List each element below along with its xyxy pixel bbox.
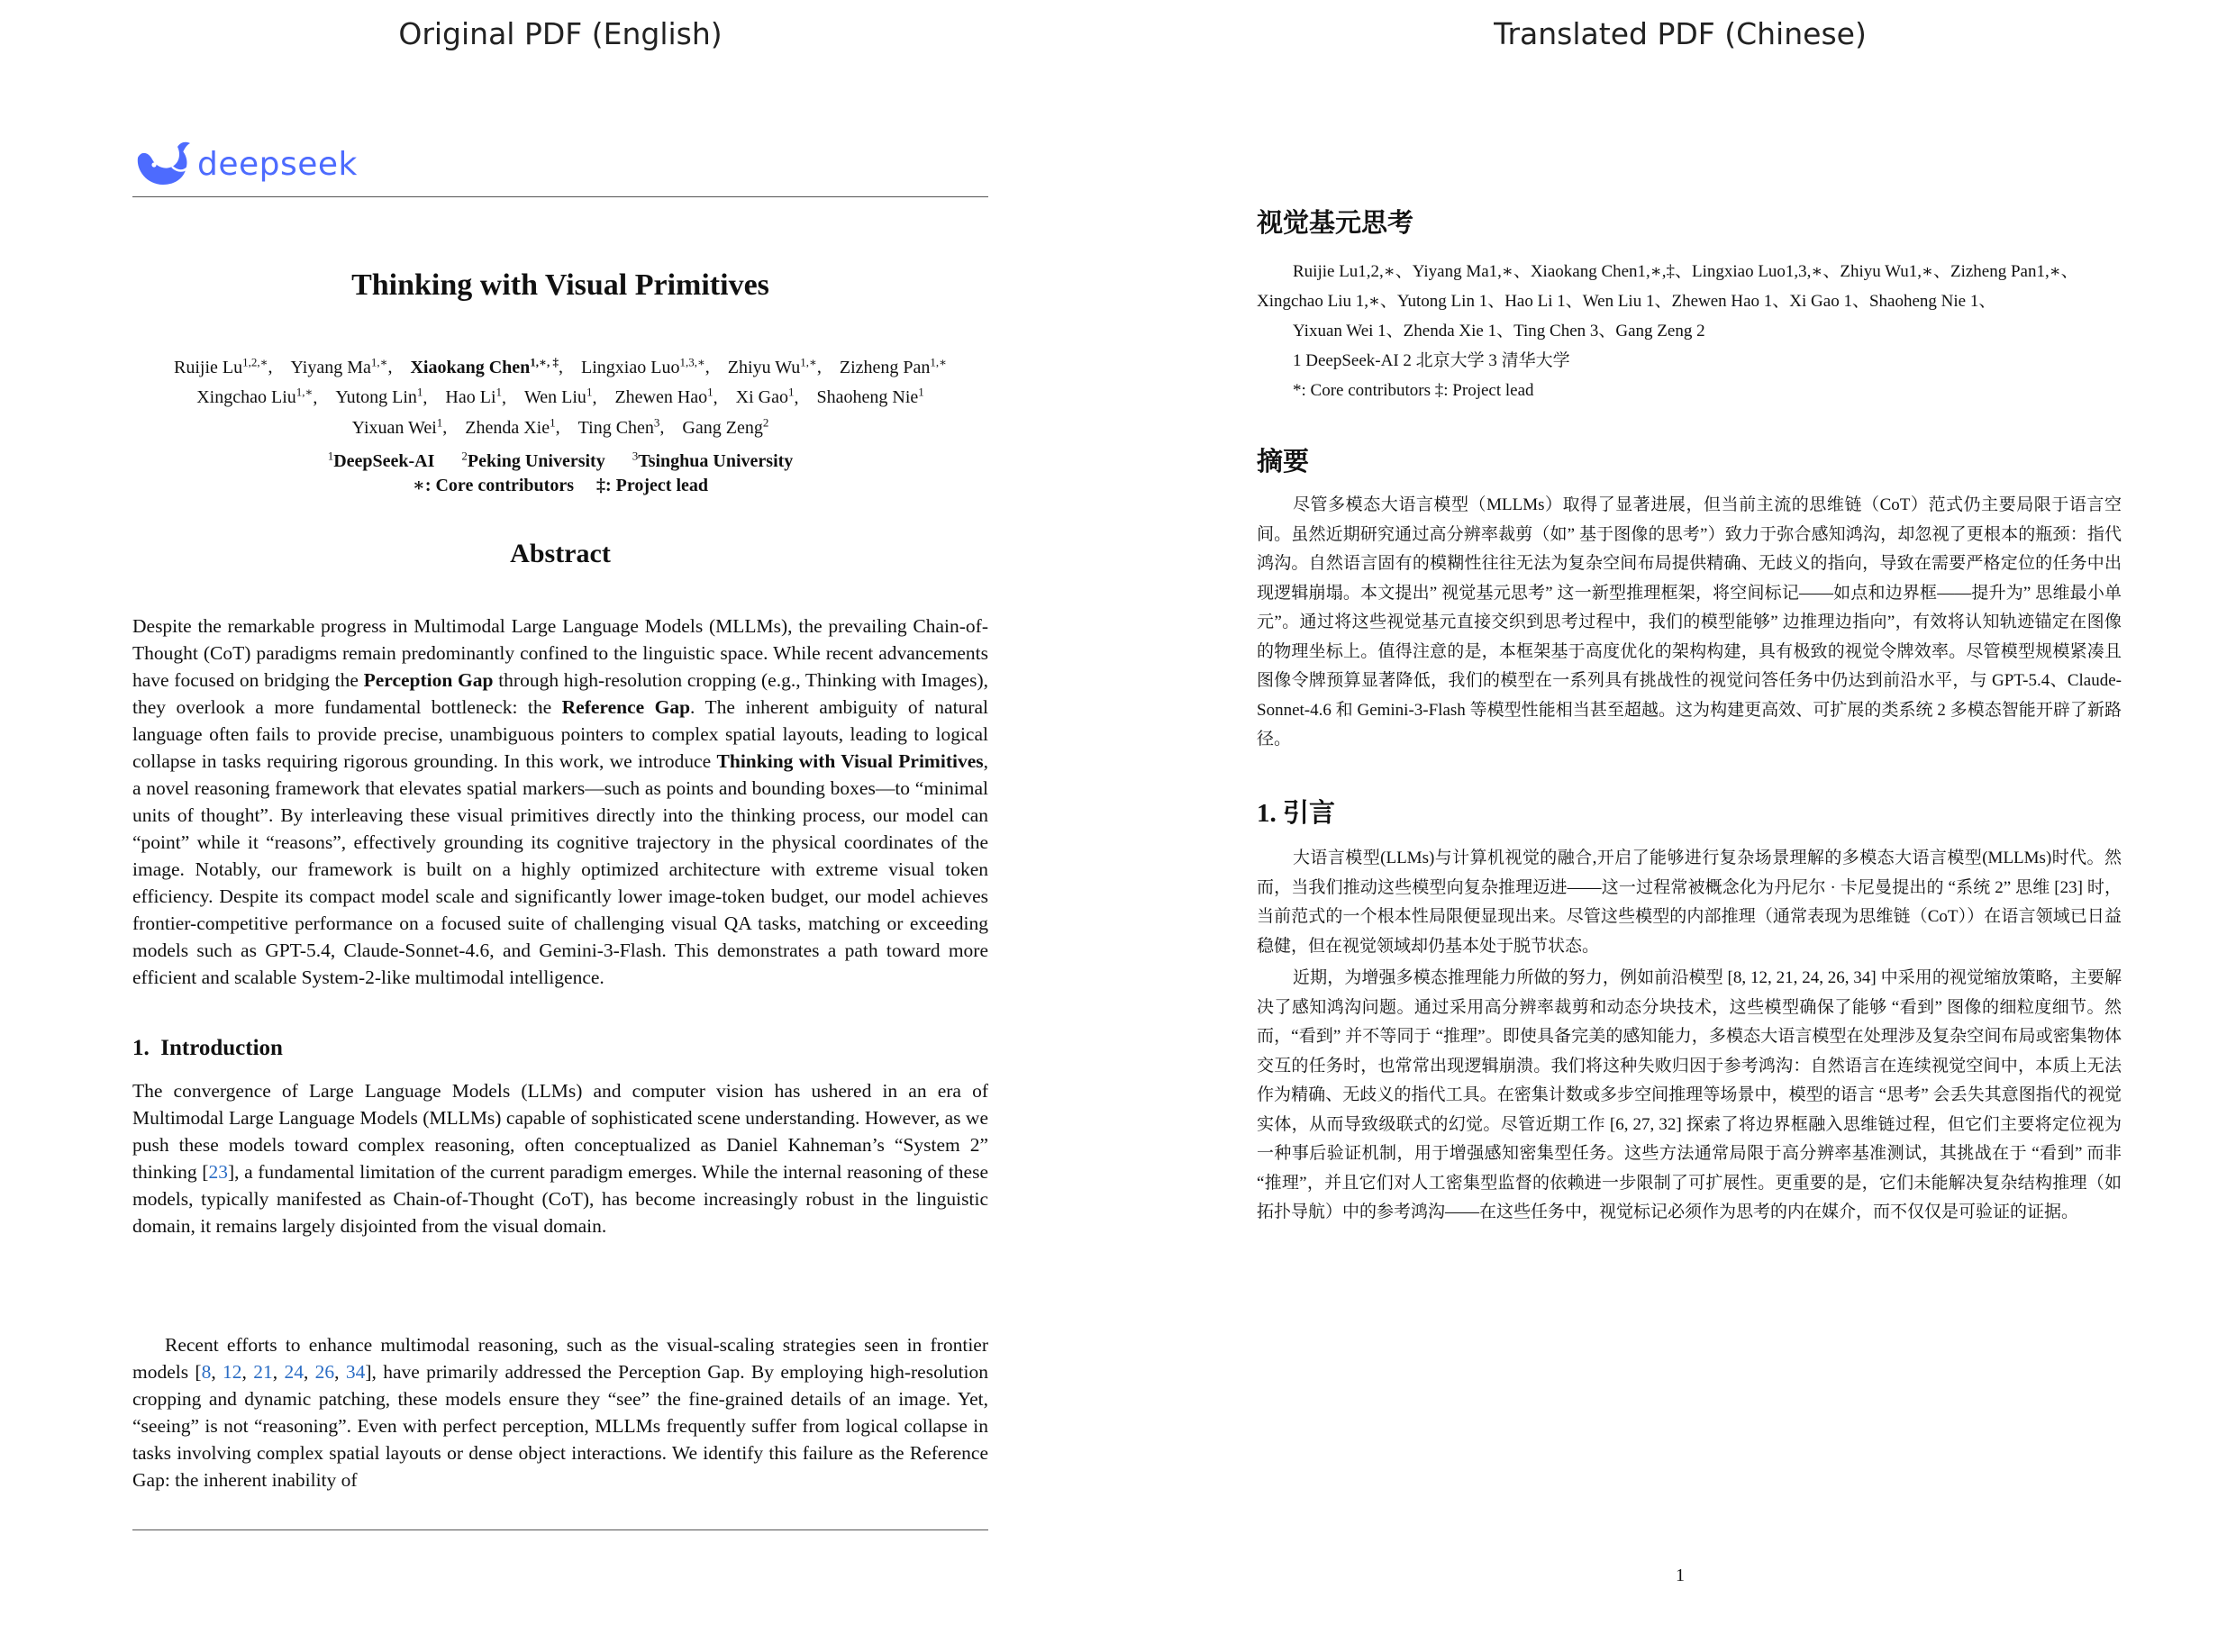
whale-icon <box>132 140 192 188</box>
bold-term: Perception Gap <box>363 669 494 691</box>
footer-rule <box>132 1529 988 1530</box>
author-name: Zhenda Xie$^1$ <box>465 415 556 438</box>
author-line: Yixuan Wei$^1$, Zhenda Xie$^1$, Ting Chen$^3$, Gang Zeng$^2$ <box>351 415 769 438</box>
author-name: Zizheng Pan$^{1,∗}$ <box>839 355 948 377</box>
citation-link[interactable]: 12 <box>223 1361 242 1383</box>
author-name: Wen Liu$^1$ <box>524 385 593 408</box>
abstract-heading: Abstract <box>510 539 611 568</box>
author-line: Xingchao Liu 1,∗、Yutong Lin 1、Hao Li 1、Wen Liu 1、Zhewen Hao 1、Xi Gao 1、Shaoheng Nie 1、 <box>1257 292 1996 311</box>
intro-paragraph-2: Recent efforts to enhance multimodal reasoning, such as the visual-scaling strategies seen in frontier models [8, 12, 21, 24, 26, 34], have primarily addressed the Perception Gap. By employing high-resolution cropping and dynamic patching, these models ensure they “see” the fine-grained details of an image. Yet, “seeing” is not “reasoning”. Even with perfect perception, MLLMs frequently suffer from logical collapse in tasks involving complex spatial layouts or dense object interactions. We identify this failure as the Reference Gap: the inherent inability of <box>132 1334 989 1491</box>
affiliation-line <box>132 443 988 474</box>
author-name: Shaoheng Nie$^1$ <box>816 385 924 408</box>
author-name: Ting Chen$^3$ <box>577 415 660 438</box>
author-name: Yiyang $Ma^{1,∗}$ <box>290 355 388 377</box>
translated-abstract-heading: 摘要 <box>1257 448 1310 477</box>
author-line: Ruijie $Lu^{1,2,∗}$, Yiyang $Ma^{1,∗}$, Xiaokang Chen$^{1,∗, \ddagger}$, Lingxiao Luo$^{1,3,∗}$, Zhiyu $Wu^{1,∗}$, Zizheng Pan$^{1,∗}$ <box>173 355 948 377</box>
translated-intro-paragraph-1: 大语言模型(LLMs)与计算机视觉的融合,开启了能够进行复杂场景理解的多模态大语言模型(MLLMs)时代。然而，当我们推动这些模型向复杂推理迈进——这一过程常被概念化为丹尼尔 · 卡尼曼提出的 “系统 2” 思维 [23] 时，当前范式的一个根本性局限便显现出来。尽管这些模型的内部推理（通常表现为思维链（CoT））在语言领域已日益稳健，但在视觉领域却仍基本处于脱节状态。 <box>1257 849 2122 956</box>
author-name: Xingchao Liu$^{1,∗}$ <box>196 385 314 408</box>
affiliations <box>132 443 988 498</box>
bold-term: Thinking with Visual Primitives <box>716 750 984 772</box>
contributor-note: *: Core contributors ‡: Project lead <box>1293 381 1534 400</box>
abstract-paragraph: Despite the remarkable progress in Multimodal Large Language Models (MLLMs), the prevailing Chain-of-Thought (CoT) paradigms remain predominantly confined to the linguistic space. While recent advancements have focused on bridging the Perception Gap through high-resolution cropping (e.g., Thinking with Images), they overlook a more fundamental bottleneck: the Reference Gap. The inherent ambiguity of natural language often fails to provide precise, unambiguous pointers to complex spatial layouts, leading to logical collapse in tasks requiring rigorous grounding. In this work, we introduce Thinking with Visual Primitives, a novel reasoning framework that elevates spatial markers—such as points and bounding boxes—to “minimal units of thought”. By interleaving these visual primitives directly into the thinking process, our model can “point” while it “reasons”, effectively grounding its cognitive trajectory in the physical coordinates of the image. Notably, our framework is built on a highly optimized architecture with extreme visual token efficiency. Despite its compact model scale and significantly lower image-token budget, our model achieves frontier-competitive performance on a focused suite of challenging visual QA tasks, matching or exceeding models such as GPT-5.4, Claude-Sonnet-4.6, and Gemini-3-Flash. This demonstrates a path toward more efficient and scalable System-2-like multimodal intelligence. <box>132 615 988 988</box>
citation-link[interactable]: 21 <box>253 1361 273 1383</box>
deepseek-logo <box>132 137 358 191</box>
author-line: Yixuan Wei 1、Zhenda Xie 1、Ting Chen 3、Gang Zeng 2 <box>1293 322 1705 340</box>
citation-link[interactable]: 24 <box>284 1361 304 1383</box>
author-name: Gang Zeng$^2$ <box>682 415 769 438</box>
author-name: Zhiyu $Wu^{1,∗}$ <box>727 355 817 377</box>
affiliation: $^2$Peking University <box>461 449 605 471</box>
author-name: Lingxiao Luo$^{1,3,∗}$ <box>581 355 705 377</box>
translated-intro-heading: 1. 引言 <box>1257 799 1336 828</box>
citation-link[interactable]: 34 <box>345 1361 366 1383</box>
affiliation: $^1$DeepSeek-AI <box>327 449 435 471</box>
author-name: Ruijie $Lu^{1,2,∗}$ <box>173 355 268 377</box>
author-name: Zhewen Hao$^1$ <box>614 385 714 408</box>
page-number: 1 <box>1676 1566 1685 1585</box>
translated-authors <box>1257 257 2122 286</box>
introduction-heading: 1. Introduction <box>132 1036 283 1060</box>
author-list <box>132 349 988 440</box>
contributor-note: ∗: Core contributors ‡: Project lead <box>413 475 708 495</box>
translated-title: 视觉基元思考 <box>1257 209 1414 238</box>
author-line: Ruijie Lu1,2,∗、Yiyang Ma1,∗、Xiaokang Chen1,∗,‡、Lingxiao Luo1,3,∗、Zhiyu Wu1,∗、Zizheng Pan1,∗、 <box>1293 262 2078 281</box>
author-name: Xiaokang Chen$^{1,∗, \ddagger}$ <box>410 355 559 377</box>
intro-paragraph-1: The convergence of Large Language Models (LLMs) and computer vision has ushered in an era of Multimodal Large Language Models (MLLMs) capable of sophisticated scene understanding. However, as we push these models toward complex reasoning, often conceptualized as Daniel Kahneman’s “System 2” thinking [23], a fundamental limitation of the current paradigm emerges. While the internal reasoning of these models, typically manifested as Chain-of-Thought (CoT), has become increasingly robust in the linguistic domain, it remains largely disjointed from the visual domain. <box>132 1080 988 1237</box>
translated-pdf-header: Translated PDF (Chinese) <box>1494 16 1867 51</box>
logo-text: deepseek <box>197 145 358 183</box>
citation-link[interactable]: 8 <box>201 1361 212 1383</box>
translated-intro-paragraph-2: 近期，为增强多模态推理能力所做的努力，例如前沿模型 [8, 12, 21, 24, 26, 34] 中采用的视觉缩放策略，主要解决了感知鸿沟问题。通过采用高分辨率裁剪和动态分块技术，这些模型确保了能够 “看到” 图像的细粒度细节。然而，“看到” 并不等同于 “推理”。即使具备完美的感知能力，多模态大语言模型在处理涉及复杂空间布局或密集物体交互的任务时，也常常出现逻辑崩溃。我们将这种失败归因于参考鸿沟：自然语言在连续视觉空间中，本质上无法作为精确、无歧义的指代工具。在密集计数或多步空间推理等场景中，模型的语言 “思考” 会丢失其意图指代的视觉实体，从而导致级联式的幻觉。尽管近期工作 [6, 27, 32] 探索了将边界框融入思维链过程，但它们主要将定位视为一种事后验证机制，用于增强感知密集型任务。这些方法通常局限于高分辨率基准测试，其挑战在于 “看到” 而非 “推理”，并且它们对人工密集型监督的依赖进一步限制了可扩展性。更重要的是，它们未能解决复杂结构推理（如拓扑导航）中的参考鸿沟——在这些任务中，视觉标记必须作为思考的内在媒介，而不仅仅是可验证的证据。 <box>1257 968 2122 1221</box>
original-pdf-header: Original PDF (English) <box>398 16 723 51</box>
citation-link[interactable]: 23 <box>208 1161 228 1183</box>
author-line: Xingchao Liu$^{1,∗}$, Yutong Lin$^1$, Hao Li$^1$, Wen Liu$^1$, Zhewen Hao$^1$, Xi Gao$^1$, Shaoheng Nie$^1$ <box>196 385 924 408</box>
bold-term: Reference Gap <box>561 696 691 718</box>
author-name: Yixuan Wei$^1$ <box>351 415 443 438</box>
header-rule <box>132 196 988 197</box>
affiliation: $^3$Tsinghua University <box>632 449 794 471</box>
author-name: Hao Li$^1$ <box>445 385 502 408</box>
paper-title: Thinking with Visual Primitives <box>351 268 769 302</box>
translated-abstract: 尽管多模态大语言模型（MLLMs）取得了显著进展，但当前主流的思维链（CoT）范式仍主要局限于语言空间。虽然近期研究通过高分辨率裁剪（如” 基于图像的思考”）致力于弥合感知鸿沟，却忽视了更根本的瓶颈：指代鸿沟。自然语言固有的模糊性往往无法为复杂空间布局提供精确、无歧义的指向，导致在需要严格定位的任务中出现逻辑崩塌。本文提出” 视觉基元思考” 这一新型推理框架，将空间标记——如点和边界框——提升为” 思维最小单元”。通过将这些视觉基元直接交织到思考过程中，我们的模型能够” 边推理边指向”，有效将认知轨迹锚定在图像的物理坐标上。值得注意的是，本框架基于高度优化的架构构建，具有极致的视觉令牌效率。尽管模型规模紧凑且图像令牌预算显著降低，我们的模型在一系列具有挑战性的视觉问答任务中仍达到前沿水平，与 GPT-5.4、Claude-Sonnet-4.6 和 Gemini-3-Flash 等模型性能相当甚至超越。这为构建更高效、可扩展的类系统 2 多模态智能开辟了新路径。 <box>1257 495 2122 749</box>
citation-link[interactable]: 26 <box>314 1361 335 1383</box>
author-name: Xi Gao$^1$ <box>735 385 795 408</box>
author-name: Yutong Lin$^1$ <box>335 385 423 408</box>
affiliation-line: 1 DeepSeek-AI 2 北京大学 3 清华大学 <box>1293 351 1570 370</box>
